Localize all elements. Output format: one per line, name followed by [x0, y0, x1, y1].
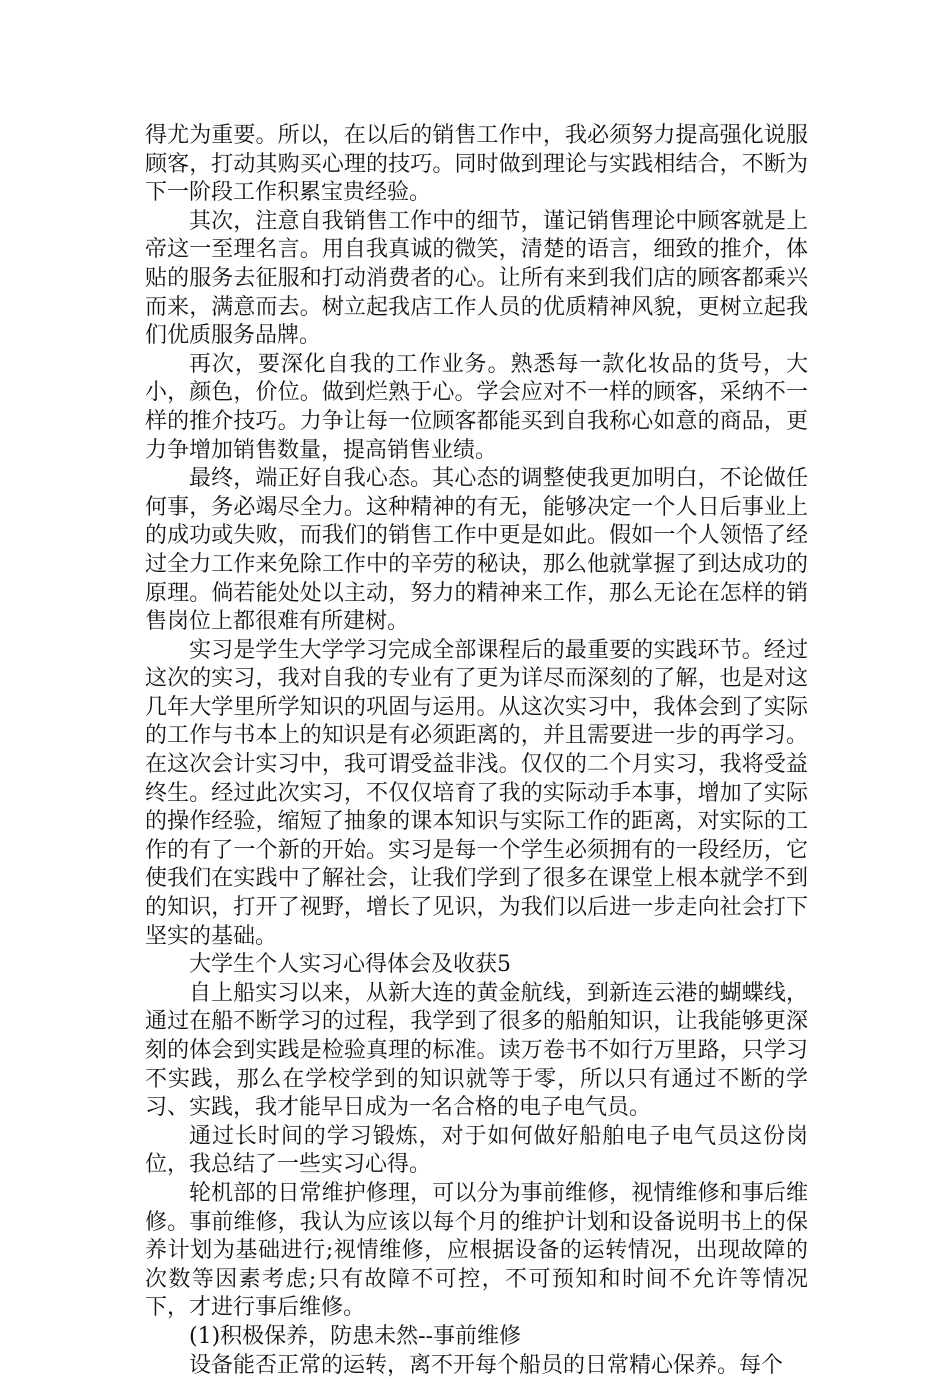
paragraph-9: 设备能否正常的运转，离不开每个船员的日常精心保养。每个 — [189, 1352, 784, 1378]
paragraph-3: 再次，要深化自我的工作业务。熟悉每一款化妆品的货号，大小，颜色，价位。做到烂熟于心。学会应对不一样的顾客，采纳不一样的推介技巧。力争让每一位顾客都能买到自我称心如意的商品，更力争增加销售数量，提高销售业绩。 — [145, 351, 808, 463]
section-heading: 大学生个人实习心得体会及收获5 — [189, 952, 511, 978]
document-body — [145, 122, 808, 1380]
paragraph-8: 轮机部的日常维护修理，可以分为事前维修，视情维修和事后维修。事前维修，我认为应该以每个月的维护计划和设备说明书上的保养计划为基础进行;视情维修，应根据设备的运转情况，出现故障的次数等因素考虑;只有故障不可控，不可预知和时间不允许等情况下，才进行事后维修。 — [145, 1180, 808, 1321]
paragraph-2: 其次，注意自我销售工作中的细节，谨记销售理论中顾客就是上帝这一至理名言。用自我真诚的微笑，清楚的语言，细致的推介，体贴的服务去征服和打动消费者的心。让所有来到我们店的顾客都乘兴而来，满意而去。树立起我店工作人员的优质精神风貌，更树立起我们优质服务品牌。 — [145, 208, 808, 349]
paragraph-5: 实习是学生大学学习完成全部课程后的最重要的实践环节。经过这次的实习，我对自我的专业有了更为详尽而深刻的了解，也是对这几年大学里所学知识的巩固与运用。从这次实习中，我体会到了实际的工作与书本上的知识是有必须距离的，并且需要进一步的再学习。在这次会计实习中，我可谓受益非浅。仅仅的二个月实习，我将受益终生。经过此次实习，不仅仅培育了我的实际动手本事，增加了实际的操作经验，缩短了抽象的课本知识与实际工作的距离，对实际的工作的有了一个新的开始。实习是每一个学生必须拥有的一段经历，它使我们在实践中了解社会，让我们学到了很多在课堂上根本就学不到的知识，打开了视野，增长了见识，为我们以后进一步走向社会打下坚实的基础。 — [145, 637, 808, 949]
paragraph-4: 最终，端正好自我心态。其心态的调整使我更加明白，不论做任何事，务必竭尽全力。这种精神的有无，能够决定一个人日后事业上的成功或失败，而我们的销售工作中更是如此。假如一个人领悟了经过全力工作来免除工作中的辛劳的秘诀，那么他就掌握了到达成功的原理。倘若能处处以主动，努力的精神来工作，那么无论在怎样的销售岗位上都很难有所建树。 — [145, 466, 808, 635]
paragraph-1: 得尤为重要。所以，在以后的销售工作中，我必须努力提高强化说服顾客，打动其购买心理的技巧。同时做到理论与实践相结合，不断为下一阶段工作积累宝贵经验。 — [145, 123, 808, 206]
subheading-preventive-maintenance: (1)积极保养，防患未然--事前维修 — [189, 1323, 522, 1349]
paragraph-6: 自上船实习以来，从新大连的黄金航线，到新连云港的蝴蝶线，通过在船不断学习的过程，我学到了很多的船舶知识，让我能够更深刻的体会到实践是检验真理的标准。读万卷书不如行万里路，只学习不实践，那么在学校学到的知识就等于零，所以只有通过不断的学习、实践，我才能早日成为一名合格的电子电气员。 — [145, 980, 808, 1121]
paragraph-7: 通过长时间的学习锻炼，对于如何做好船舶电子电气员这份岗位，我总结了一些实习心得。 — [145, 1123, 808, 1178]
